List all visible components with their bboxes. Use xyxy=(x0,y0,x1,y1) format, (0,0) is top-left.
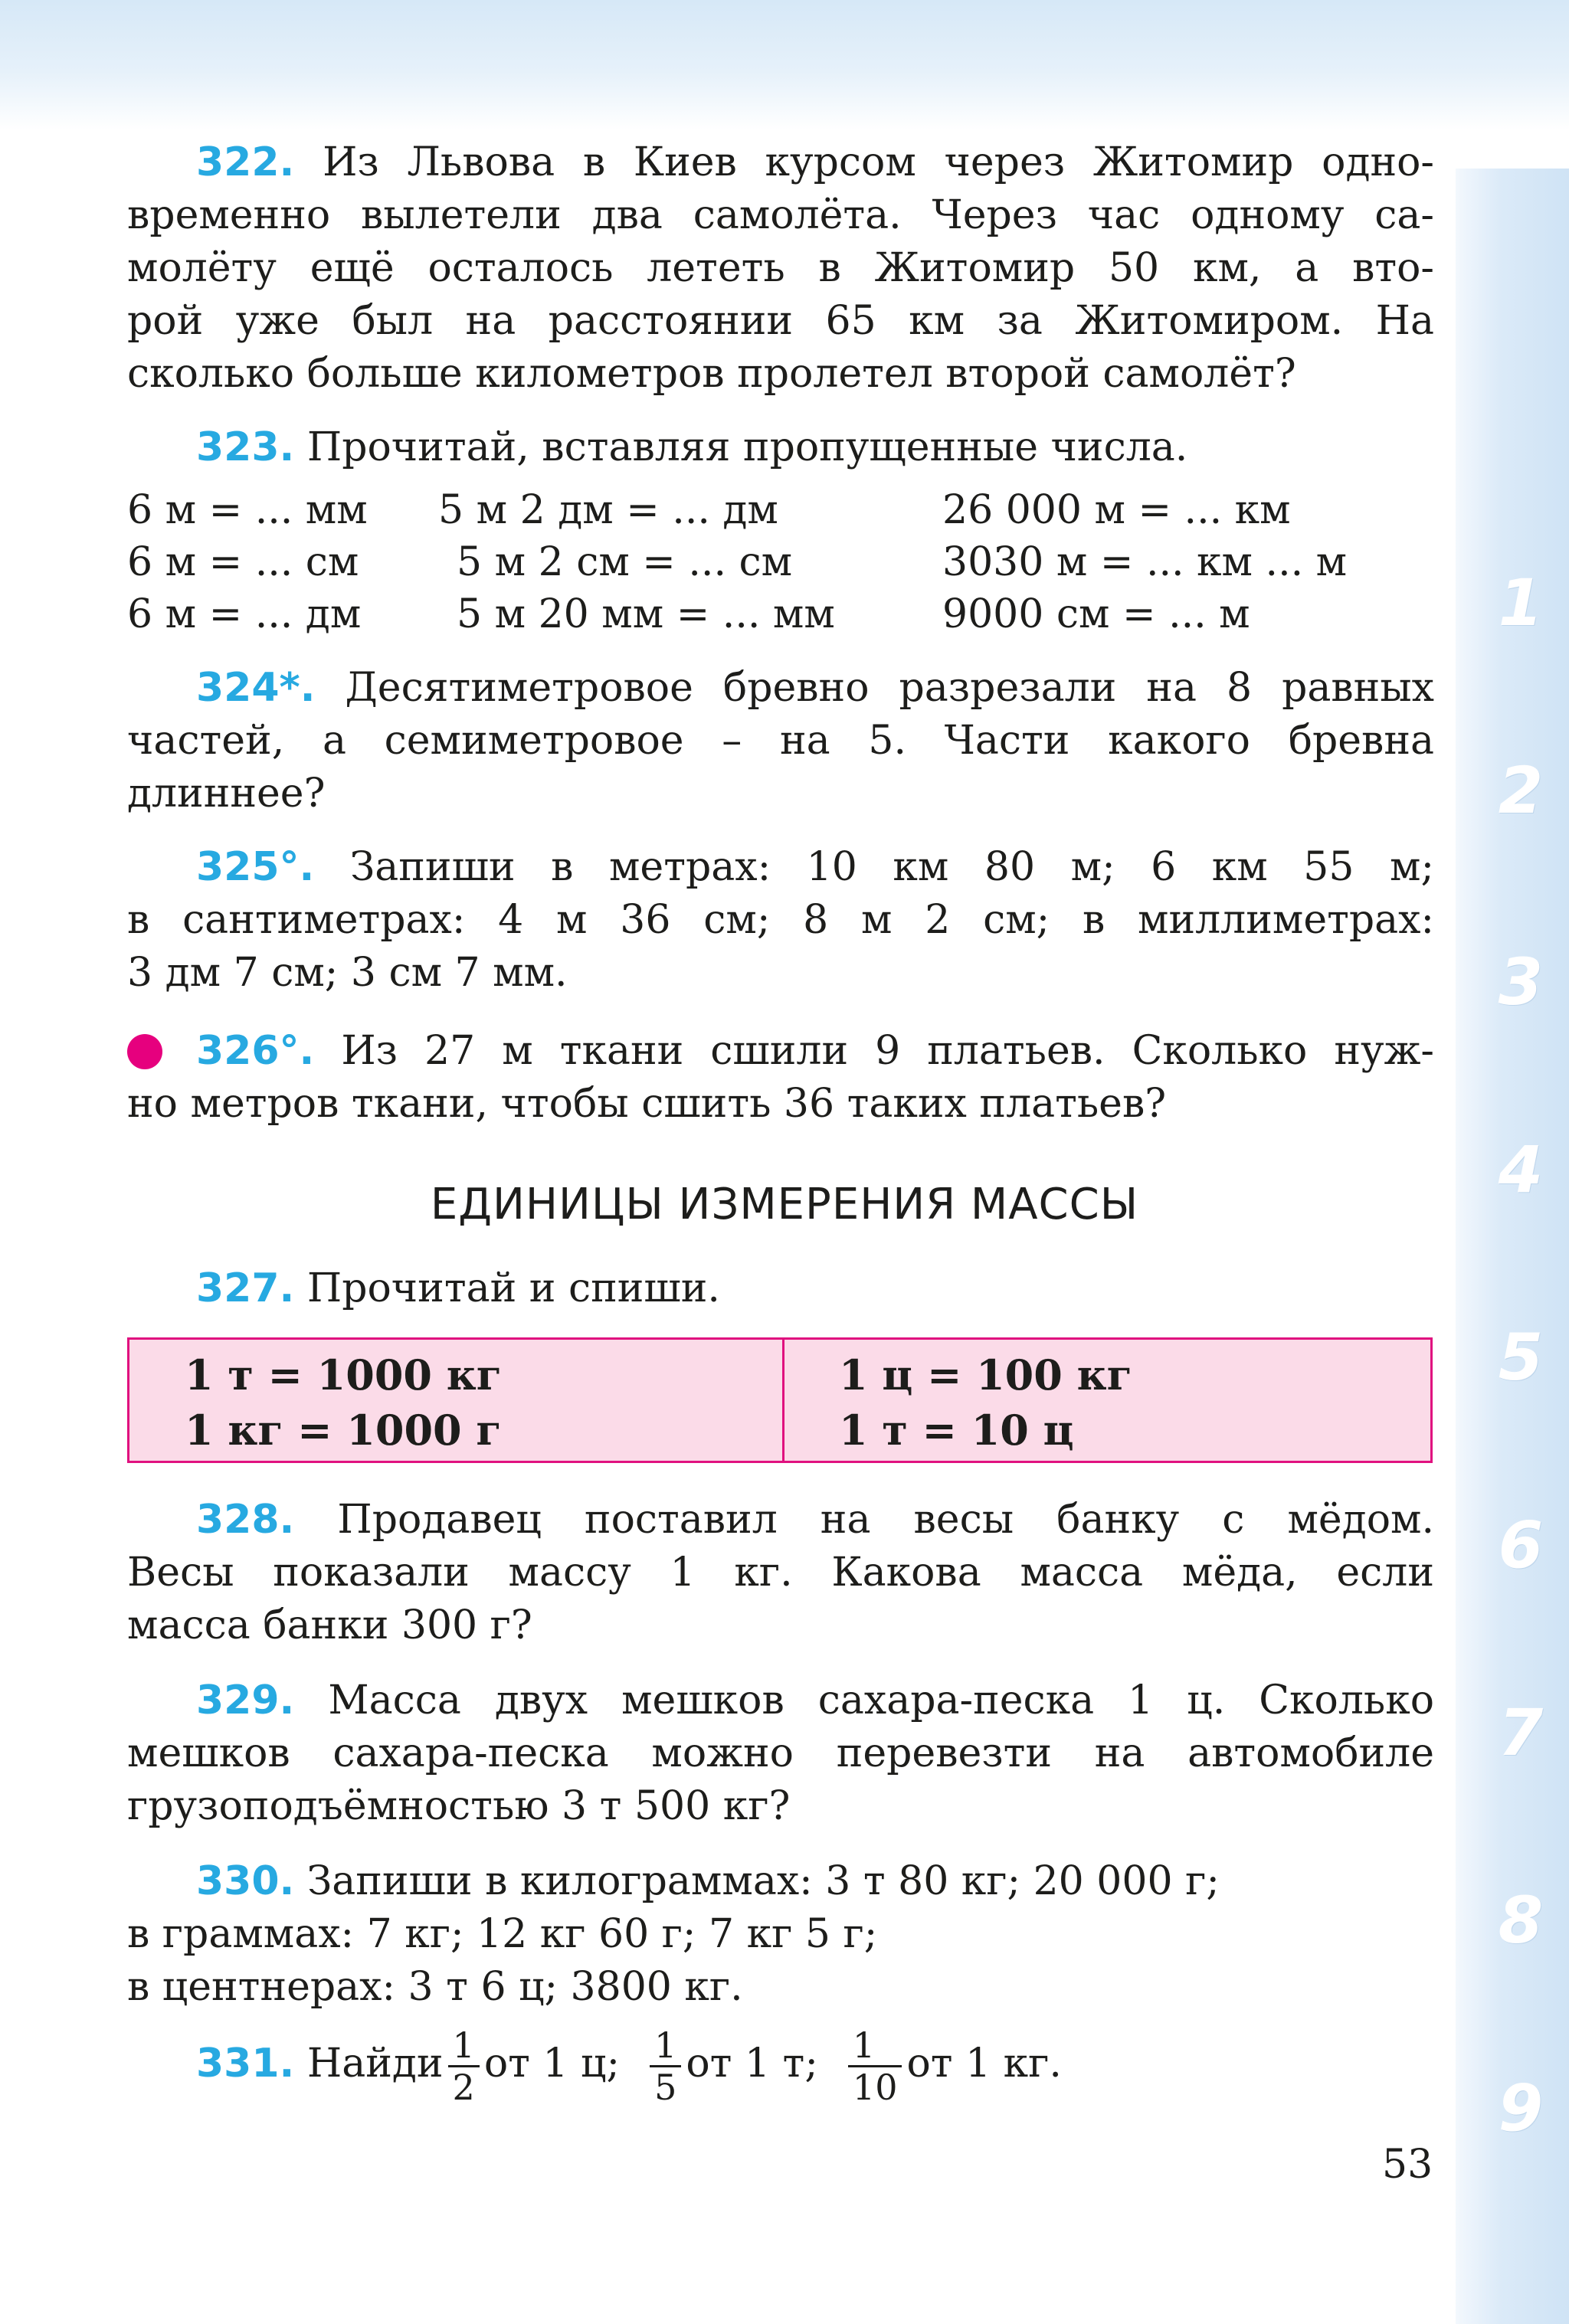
mass-units-table xyxy=(127,1337,1433,1463)
problem-text-line: грузоподъёмностью 3 т 500 кг? xyxy=(127,1783,791,1829)
problem-number: 325°. xyxy=(196,844,315,890)
chapter-tab-5: 5 xyxy=(1498,1320,1544,1395)
chapter-tab-8: 8 xyxy=(1498,1883,1544,1958)
conversion-item: 5 м 2 дм = ... дм xyxy=(438,487,778,533)
fraction-numerator: 1 xyxy=(650,2025,681,2067)
problem-number: 326°. xyxy=(196,1028,315,1074)
chapter-tab-7: 7 xyxy=(1498,1695,1544,1770)
chapter-tab-1: 1 xyxy=(1498,565,1544,640)
problem-text-line: Запиши в килограммах: 3 т 80 кг; 20 000 г; xyxy=(306,1858,1220,1904)
problem-331 xyxy=(127,2025,1434,2107)
problem-329 xyxy=(127,1674,1434,1833)
problem-330 xyxy=(127,1855,1434,2014)
problem-number: 323. xyxy=(196,424,295,470)
top-decor-band xyxy=(0,0,1569,130)
chapter-tab-strip xyxy=(1456,169,1569,2324)
problem-text-line: мешков сахара-песка можно перевезти на автомобиле xyxy=(127,1730,1434,1776)
conversion-item: 6 м = ... мм xyxy=(127,487,368,533)
problem-text-line: но метров ткани, чтобы сшить 36 таких платьев? xyxy=(127,1081,1167,1127)
fraction xyxy=(448,2025,480,2107)
problem-number: 322. xyxy=(196,139,295,185)
table-divider xyxy=(782,1340,784,1461)
fraction xyxy=(650,2025,681,2107)
problem-327 xyxy=(127,1262,1434,1315)
problem-number: 330. xyxy=(196,1858,295,1904)
fraction-denominator: 2 xyxy=(452,2067,475,2108)
problem-text-line: Продавец поставил на весы банку с мёдом. xyxy=(337,1497,1435,1543)
problem-text-line: молёту ещё осталось лететь в Житомир 50 км, а вто- xyxy=(127,245,1434,291)
problem-number: 328. xyxy=(196,1497,295,1543)
problem-number: 331. xyxy=(196,2041,295,2087)
problem-322 xyxy=(127,136,1434,401)
problem-text-line: временно вылетели два самолёта. Через час одному са- xyxy=(127,192,1434,238)
problem-text-line: Прочитай, вставляя пропущенные числа. xyxy=(306,424,1188,470)
chapter-tab-9: 9 xyxy=(1498,2070,1544,2146)
conversion-item: 26 000 м = ... км xyxy=(942,487,1291,533)
table-cell: 1 кг = 1000 г xyxy=(185,1406,502,1455)
problem-text-line: Весы показали массу 1 кг. Какова масса мёда, если xyxy=(127,1550,1434,1596)
fraction-numerator: 1 xyxy=(848,2025,902,2067)
conversion-item: 3030 м = ... км ... м xyxy=(942,539,1348,585)
problem-text-line: в сантиметрах: 4 м 36 см; 8 м 2 см; в миллиметрах: xyxy=(127,897,1434,943)
chapter-tab-4: 4 xyxy=(1498,1132,1544,1207)
problem-text-line: сколько больше километров пролетел второй самолёт? xyxy=(127,351,1296,397)
fraction-denominator: 10 xyxy=(852,2067,898,2108)
conversion-item: 9000 см = ... м xyxy=(942,591,1250,637)
problem-text-line: частей, а семиметровое – на 5. Части какого бревна xyxy=(127,718,1434,764)
problem-text-line: рой уже был на расстоянии 65 км за Житомиром. На xyxy=(127,298,1434,344)
problem-323 xyxy=(127,421,1434,474)
problem-325 xyxy=(127,841,1434,1000)
chapter-tab-2: 2 xyxy=(1498,753,1544,828)
fraction-denominator: 5 xyxy=(654,2067,677,2108)
conversion-item: 6 м = ... дм xyxy=(127,591,362,637)
problem-text-line: от 1 ц; xyxy=(483,2041,620,2087)
problem-number: 324*. xyxy=(196,665,316,711)
fraction xyxy=(848,2025,902,2107)
problem-text-line: от 1 т; xyxy=(686,2041,818,2087)
table-cell: 1 ц = 100 кг xyxy=(839,1350,1132,1399)
conversion-item: 6 м = ... см xyxy=(127,539,359,585)
problem-number: 329. xyxy=(196,1678,295,1723)
problem-text-line: Десятиметровое бревно разрезали на 8 равных xyxy=(345,665,1435,711)
page-number: 53 xyxy=(1382,2142,1433,2188)
problem-number: 327. xyxy=(196,1265,295,1311)
chapter-tab-3: 3 xyxy=(1498,944,1544,1020)
problem-text-line: масса банки 300 г? xyxy=(127,1602,532,1648)
problem-326 xyxy=(127,1025,1434,1131)
table-cell: 1 т = 1000 кг xyxy=(185,1350,502,1399)
problem-text-line: 3 дм 7 см; 3 см 7 мм. xyxy=(127,950,568,996)
problem-324 xyxy=(127,662,1434,820)
problem-text-line: Запиши в метрах: 10 км 80 м; 6 км 55 м; xyxy=(349,844,1434,890)
table-cell: 1 т = 10 ц xyxy=(839,1406,1074,1455)
fraction-numerator: 1 xyxy=(448,2025,480,2067)
problem-328 xyxy=(127,1494,1434,1652)
problem-text-line: в граммах: 7 кг; 12 кг 60 г; 7 кг 5 г; xyxy=(127,1911,878,1957)
problem-text-line: Прочитай и спиши. xyxy=(306,1265,720,1311)
problem-text-line: Из Львова в Киев курсом через Житомир одно- xyxy=(323,139,1434,185)
problem-text-line: от 1 кг. xyxy=(906,2041,1062,2087)
problem-text-line: Масса двух мешков сахара-песка 1 ц. Сколько xyxy=(328,1678,1435,1723)
chapter-tab-6: 6 xyxy=(1498,1507,1544,1583)
problem-text-line: длиннее? xyxy=(127,771,326,817)
section-heading: ЕДИНИЦЫ ИЗМЕРЕНИЯ МАССЫ xyxy=(430,1180,1139,1229)
problem-text-line: в центнерах: 3 т 6 ц; 3800 кг. xyxy=(127,1964,743,2010)
conversion-item: 5 м 20 мм = ... мм xyxy=(457,591,835,637)
conversion-item: 5 м 2 см = ... см xyxy=(457,539,793,585)
problem-text-line: Из 27 м ткани сшили 9 платьев. Сколько нуж- xyxy=(341,1028,1434,1074)
problem-text-line: Найди xyxy=(306,2041,444,2087)
